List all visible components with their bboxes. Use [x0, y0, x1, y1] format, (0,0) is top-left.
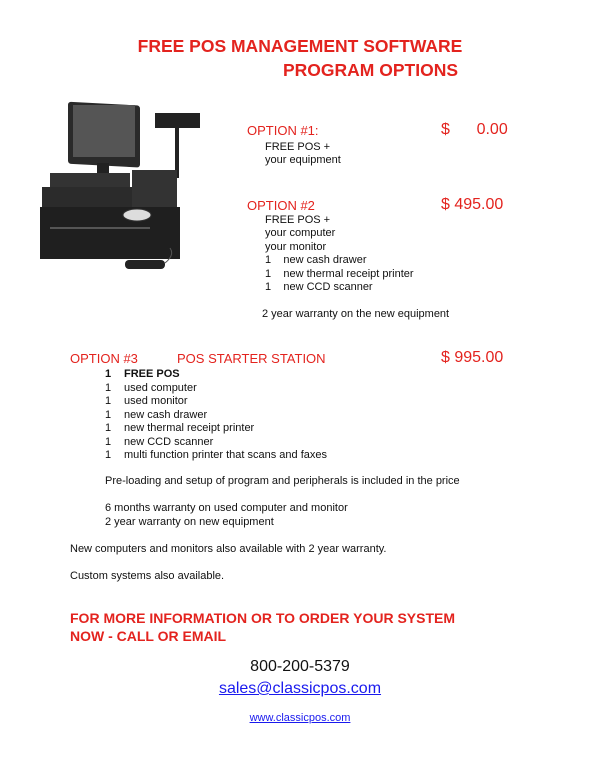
- option2-item: your computer: [265, 227, 336, 239]
- pos-system-image: [35, 95, 215, 280]
- option3-item-text: used computer: [124, 381, 197, 394]
- note: Custom systems also available.: [70, 570, 225, 582]
- option3-label: OPTION #3: [70, 351, 138, 366]
- option1-price: $ 0.00: [441, 121, 508, 138]
- option3-item-qty: 1: [105, 435, 112, 448]
- option3-item-qty: 1: [105, 395, 112, 407]
- option2-label: OPTION #2: [247, 198, 315, 213]
- option3-item-text: multi function printer that scans and faxes: [124, 449, 327, 461]
- option3-item-qty: 1: [105, 381, 112, 394]
- option2-warranty: 2 year warranty on the new equipment: [262, 308, 450, 320]
- option1-item: your equipment: [265, 154, 341, 166]
- option1-label: OPTION #1:: [247, 123, 319, 138]
- option2-item: 1 new cash drawer: [265, 254, 367, 266]
- option3-item-text: FREE POS: [124, 368, 180, 380]
- option3-item-text: new CCD scanner: [124, 435, 214, 448]
- option3-item-qty: 1: [105, 368, 112, 380]
- option3-item-qty: 1: [105, 449, 112, 461]
- option3-warranty2: 2 year warranty on new equipment: [105, 516, 274, 528]
- option3-item-text: new thermal receipt printer: [124, 422, 255, 434]
- option3-item-qty: 1: [105, 422, 112, 434]
- cta-line1: FOR MORE INFORMATION OR TO ORDER YOUR SYSTEM: [70, 610, 456, 626]
- option3-item-qty: 1: [105, 408, 112, 421]
- option3-name: POS STARTER STATION: [177, 351, 326, 366]
- option3-setup: Pre-loading and setup of program and peripherals is included in the price: [105, 475, 460, 487]
- option3-price: $ 995.00: [441, 349, 504, 366]
- option2-price: $ 495.00: [441, 196, 504, 213]
- phone-number: 800-200-5379: [250, 658, 350, 675]
- option2-item: 1 new thermal receipt printer: [265, 268, 414, 280]
- option2-item: your monitor: [265, 241, 327, 253]
- option2-item: 1 new CCD scanner: [265, 281, 373, 293]
- option2-item: FREE POS +: [265, 214, 331, 226]
- option1-item: FREE POS +: [265, 141, 331, 153]
- option3-item-text: used monitor: [124, 395, 188, 407]
- email-link[interactable]: sales@classicpos.com: [218, 680, 382, 697]
- note: New computers and monitors also available with 2 year warranty.: [70, 543, 387, 555]
- title-line1: FREE POS MANAGEMENT SOFTWARE: [137, 36, 463, 56]
- option3-item-text: new cash drawer: [124, 408, 208, 421]
- title-line2: PROGRAM OPTIONS: [283, 60, 459, 80]
- cta-line2: NOW - CALL OR EMAIL: [70, 628, 227, 644]
- option3-warranty1: 6 months warranty on used computer and monitor: [105, 502, 348, 514]
- website-link[interactable]: www.classicpos.com: [249, 712, 351, 724]
